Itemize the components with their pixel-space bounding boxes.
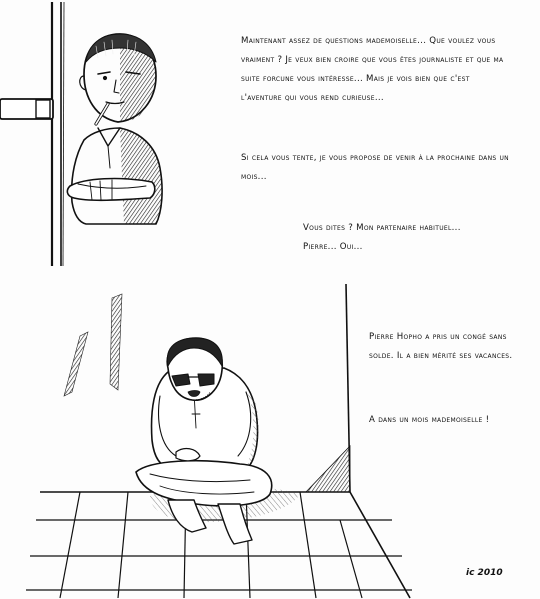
seated-man [136,338,300,544]
corner-shadow [306,446,350,492]
speech-text-line: Vous dites ? Mon partenaire habituel... [303,223,461,233]
speech-text: Maintenant assez de questions mademoiselle... Que voulez vous vraiment ? Je veux bien croire que vous êtes journaliste et que ma suite forcune vous intéresse... Mais je vois bien que c'est l'aventure qui vous rend curieuse... [241,36,504,103]
speech-text-offer [241,149,509,187]
standing-man [67,34,162,224]
door-frame [52,2,64,266]
speech-text-line: Pierre... Oui... [303,242,363,252]
caption-text: A dans un mois mademoiselle ! [369,415,490,425]
speech-text-partner [303,219,533,257]
artist-signature: ic 2010 [466,568,503,578]
speech-text: Si cela vous tente, je vous propose de venir à la prochaine dans un mois... [241,153,509,182]
caption-text: Pierre Hopho a pris un congé sans solde. Il a bien mérité ses vacances. [369,332,513,361]
door-handle [0,99,53,119]
caption-farewell [369,411,534,430]
caption-vacation [369,328,534,366]
speech-text-questions [241,32,509,108]
wall-shading [64,294,122,396]
